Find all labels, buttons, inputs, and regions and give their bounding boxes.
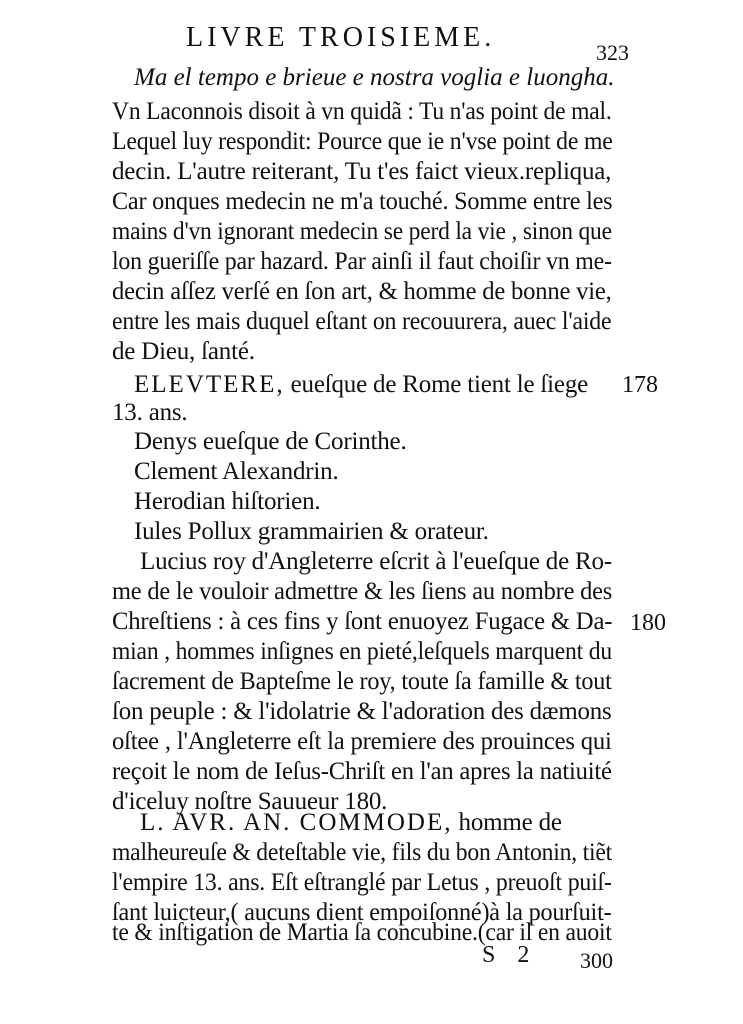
entry-heading-rest: eueſque de Rome tient le ſiege xyxy=(284,371,589,398)
text-line: oſtee , l'Angleterre eſt la premiere des prouinces qui xyxy=(112,728,612,755)
list-item: Herodian hiſtorien. xyxy=(134,488,321,515)
list-item: Denys eueſque de Corinthe. xyxy=(134,428,407,455)
text-line: malheureuſe & deteſtable vie, fils du bon Antonin, tiẽt xyxy=(112,839,613,866)
text-line: Lucius roy d'Angleterre eſcrit à l'eueſque de Ro- xyxy=(140,548,612,575)
text-line: entre les mais duquel eſtant on recouurera, auec l'aide xyxy=(112,308,612,335)
entry-heading-eleutere: ELEVTERE, xyxy=(134,371,285,398)
entry-heading-line xyxy=(140,808,562,838)
text-line: lon gueriſſe par hazard. Par ainſi il faut choiſir vn me- xyxy=(112,248,612,275)
text-line: mian , hommes inſignes en pieté,leſquels marquent du xyxy=(112,638,612,665)
entry-heading-line xyxy=(134,370,588,400)
margin-year-178: 178 xyxy=(622,372,658,398)
text-line: me de le vouloir admettre & les ſiens au nombre des xyxy=(112,578,613,605)
text-line: ſant luicteur,( aucuns dient empoiſonné)à la pourſuit- xyxy=(112,899,612,926)
text-line: d'iceluy noſtre Sauueur 180. xyxy=(112,788,388,815)
signature-mark: S 2 xyxy=(482,942,538,968)
catchword: 300 xyxy=(580,948,613,973)
italic-motto: Ma el tempo e brieue e nostra voglia e luongha. xyxy=(134,64,615,91)
text-line: ſacrement de Bapteſme le roy, toute ſa famille & tout xyxy=(112,668,612,695)
margin-year-180: 180 xyxy=(630,610,666,636)
text-line: te & inſtigation de Martia ſa concubine.(car il en auoit xyxy=(112,919,612,946)
entry-heading-commode: L. AVR. AN. COMMODE, xyxy=(140,809,453,836)
text-line: Lequel luy respondit: Pource que ie n'vse point de me xyxy=(112,128,613,155)
text-line: reçoit le nom de Ieſus-Chriſt en l'an apres la natiuité xyxy=(112,758,612,785)
text-line: mains d'vn ignorant medecin se perd la vie , sinon que xyxy=(112,218,612,245)
entry-heading-rest: homme de xyxy=(452,809,562,836)
text-line: decin aſſez verſé en ſon art, & homme de bonne vie, xyxy=(112,278,612,305)
list-item: Iules Pollux grammairien & orateur. xyxy=(134,518,489,545)
text-line: ſon peuple : & l'idolatrie & l'adoration des dæmons xyxy=(112,698,612,725)
running-header-title: LIVRE TROISIEME. xyxy=(186,22,496,53)
text-line: 13. ans. xyxy=(112,399,188,426)
text-line: Car onques medecin ne m'a touché. Somme entre les xyxy=(112,188,613,215)
text-line: decin. L'autre reiterant, Tu t'es faict vieux.repliqua, xyxy=(112,158,612,185)
text-line: de Dieu, ſanté. xyxy=(112,338,255,365)
list-item: Clement Alexandrin. xyxy=(134,458,339,485)
text-line: l'empire 13. ans. Eſt eſtranglé par Letus , preuoſt puiſ- xyxy=(112,869,612,896)
page-number: 323 xyxy=(596,40,629,65)
text-line: Vn Laconnois disoit à vn quidã : Tu n'as point de mal. xyxy=(112,98,612,125)
text-line: Chreſtiens : à ces fins y ſont enuoyez Fugace & Da- xyxy=(112,608,613,635)
